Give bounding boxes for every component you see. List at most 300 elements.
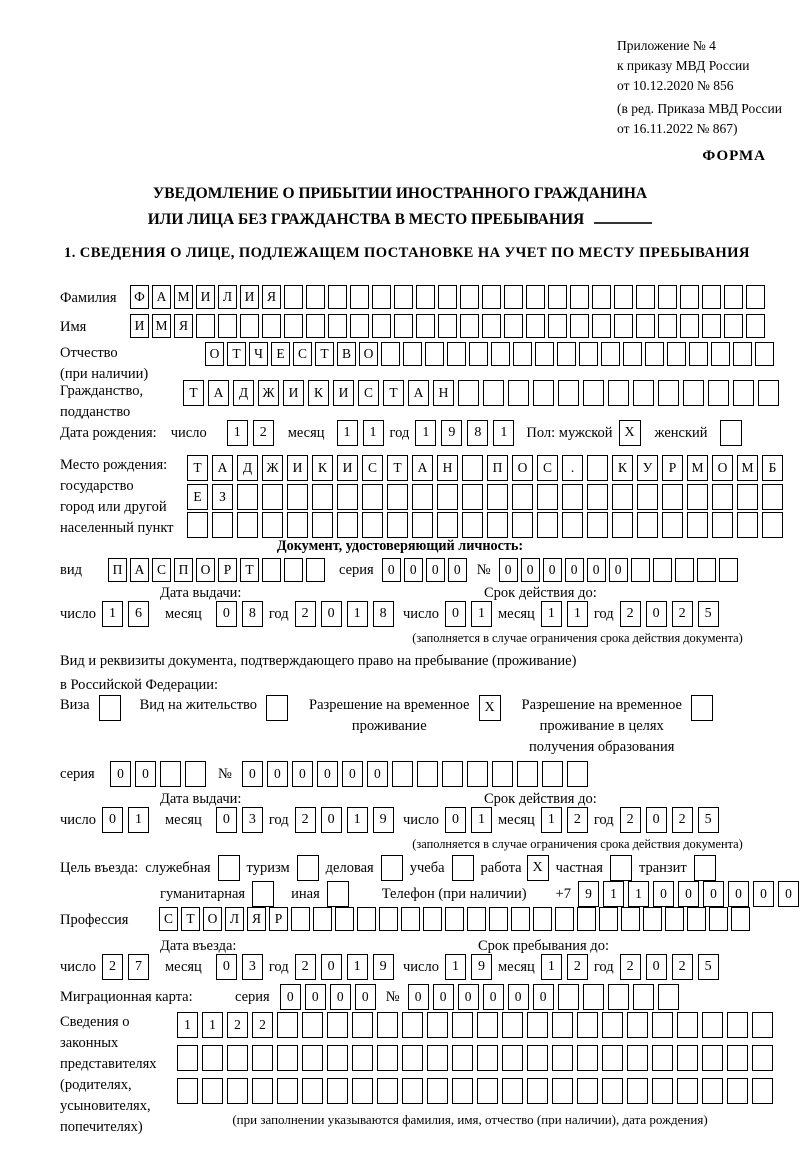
form-cell[interactable]: О (359, 342, 378, 366)
form-cell[interactable] (652, 1012, 673, 1038)
form-cell[interactable]: 2 (253, 420, 274, 446)
form-cell[interactable]: Р (662, 455, 683, 481)
form-cell[interactable]: 0 (321, 807, 342, 833)
form-cell[interactable] (306, 314, 325, 338)
form-cell[interactable]: 2 (295, 601, 316, 627)
form-cell[interactable] (387, 484, 408, 510)
form-cell[interactable] (702, 285, 721, 309)
form-cell[interactable] (711, 342, 730, 366)
form-cell[interactable]: 0 (483, 984, 504, 1010)
form-cell[interactable]: 0 (445, 807, 466, 833)
form-cell[interactable] (417, 761, 438, 787)
form-cell[interactable] (720, 420, 742, 446)
form-cell[interactable] (160, 761, 181, 787)
form-cell[interactable]: 1 (347, 807, 368, 833)
form-cell[interactable] (487, 484, 508, 510)
form-cell[interactable]: Т (187, 455, 208, 481)
form-cell[interactable] (677, 1078, 698, 1104)
form-cell[interactable] (262, 512, 283, 538)
form-cell[interactable] (633, 984, 654, 1010)
form-cell[interactable] (287, 512, 308, 538)
form-cell[interactable] (452, 855, 474, 881)
form-cell[interactable] (327, 1045, 348, 1071)
form-cell[interactable] (502, 1012, 523, 1038)
form-cell[interactable]: П (174, 558, 193, 582)
form-cell[interactable] (482, 285, 501, 309)
form-cell[interactable] (708, 380, 729, 406)
birth-month-cells[interactable] (337, 420, 384, 446)
form-cell[interactable] (437, 512, 458, 538)
form-cell[interactable] (667, 342, 686, 366)
form-cell[interactable] (350, 285, 369, 309)
form-cell[interactable] (447, 342, 466, 366)
form-cell[interactable]: 1 (415, 420, 436, 446)
form-cell[interactable] (645, 342, 664, 366)
form-cell[interactable] (577, 1012, 598, 1038)
form-cell[interactable]: 1 (102, 601, 123, 627)
form-cell[interactable]: 0 (508, 984, 529, 1010)
form-cell[interactable] (502, 1045, 523, 1071)
form-cell[interactable] (602, 1078, 623, 1104)
representatives-row2-cells[interactable] (177, 1045, 773, 1071)
form-cell[interactable]: 0 (242, 761, 263, 787)
form-cell[interactable]: С (159, 907, 178, 931)
form-cell[interactable] (583, 984, 604, 1010)
form-cell[interactable] (570, 314, 589, 338)
stay-day[interactable] (445, 954, 492, 980)
form-cell[interactable]: 1 (541, 807, 562, 833)
form-cell[interactable] (469, 342, 488, 366)
form-cell[interactable] (658, 285, 677, 309)
birth-place-row1-cells[interactable] (187, 455, 783, 481)
form-cell[interactable]: 9 (373, 807, 394, 833)
form-cell[interactable] (610, 855, 632, 881)
form-cell[interactable] (577, 907, 596, 931)
form-cell[interactable] (350, 314, 369, 338)
form-cell[interactable] (99, 695, 121, 721)
doc-seriya-cells[interactable] (382, 558, 467, 582)
form-cell[interactable] (623, 342, 642, 366)
form-cell[interactable]: 0 (499, 558, 518, 582)
form-cell[interactable]: 2 (227, 1012, 248, 1038)
form-cell[interactable] (727, 1045, 748, 1071)
form-cell[interactable] (637, 512, 658, 538)
form-cell[interactable] (592, 314, 611, 338)
form-cell[interactable]: 0 (448, 558, 467, 582)
form-cell[interactable]: А (408, 380, 429, 406)
form-cell[interactable]: 9 (471, 954, 492, 980)
form-cell[interactable] (328, 285, 347, 309)
form-cell[interactable]: 0 (321, 954, 342, 980)
form-cell[interactable] (252, 881, 274, 907)
form-cell[interactable] (733, 380, 754, 406)
form-cell[interactable] (533, 907, 552, 931)
form-cell[interactable] (608, 984, 629, 1010)
entry-year[interactable] (295, 954, 394, 980)
form-cell[interactable] (665, 907, 684, 931)
identity-valid-day[interactable] (445, 601, 492, 627)
form-cell[interactable]: 0 (609, 558, 628, 582)
form-cell[interactable]: О (205, 342, 224, 366)
form-cell[interactable] (643, 907, 662, 931)
form-cell[interactable] (587, 512, 608, 538)
form-cell[interactable] (737, 512, 758, 538)
purpose-other-checkbox[interactable] (327, 881, 349, 907)
form-cell[interactable]: 1 (347, 601, 368, 627)
form-cell[interactable] (537, 484, 558, 510)
form-cell[interactable] (592, 285, 611, 309)
form-cell[interactable]: 0 (292, 761, 313, 787)
form-cell[interactable]: 0 (753, 881, 774, 907)
form-cell[interactable] (614, 285, 633, 309)
phone-cells[interactable] (578, 881, 800, 907)
form-cell[interactable] (727, 1012, 748, 1038)
form-cell[interactable] (557, 342, 576, 366)
permit-valid-year[interactable] (620, 807, 719, 833)
form-cell[interactable] (337, 484, 358, 510)
form-cell[interactable] (237, 512, 258, 538)
form-cell[interactable]: 0 (321, 601, 342, 627)
form-cell[interactable]: В (337, 342, 356, 366)
permit-valid-day[interactable] (445, 807, 492, 833)
form-cell[interactable]: У (637, 455, 658, 481)
form-cell[interactable] (658, 984, 679, 1010)
form-cell[interactable]: 1 (541, 601, 562, 627)
form-cell[interactable] (601, 342, 620, 366)
form-cell[interactable]: И (337, 455, 358, 481)
form-cell[interactable]: 5 (698, 954, 719, 980)
form-cell[interactable] (312, 512, 333, 538)
form-cell[interactable]: 0 (382, 558, 401, 582)
form-cell[interactable] (438, 314, 457, 338)
form-cell[interactable]: 0 (646, 807, 667, 833)
form-cell[interactable] (702, 314, 721, 338)
form-cell[interactable] (558, 380, 579, 406)
form-cell[interactable] (683, 380, 704, 406)
form-cell[interactable] (328, 314, 347, 338)
form-cell[interactable]: 0 (433, 984, 454, 1010)
form-cell[interactable] (401, 907, 420, 931)
form-cell[interactable]: 1 (471, 807, 492, 833)
form-cell[interactable]: 1 (202, 1012, 223, 1038)
form-cell[interactable] (202, 1045, 223, 1071)
form-cell[interactable]: 2 (672, 601, 693, 627)
form-cell[interactable]: 0 (216, 807, 237, 833)
form-cell[interactable] (438, 285, 457, 309)
form-cell[interactable] (627, 1045, 648, 1071)
form-cell[interactable]: С (358, 380, 379, 406)
form-cell[interactable] (570, 285, 589, 309)
purpose-work-checkbox[interactable] (527, 855, 549, 881)
form-cell[interactable]: 0 (110, 761, 131, 787)
form-cell[interactable] (762, 512, 783, 538)
form-cell[interactable] (218, 314, 237, 338)
form-cell[interactable]: 1 (347, 954, 368, 980)
form-cell[interactable]: 0 (445, 601, 466, 627)
form-cell[interactable] (352, 1012, 373, 1038)
purpose-tourism-checkbox[interactable] (297, 855, 319, 881)
form-cell[interactable]: 0 (267, 761, 288, 787)
form-cell[interactable]: И (130, 314, 149, 338)
form-cell[interactable] (702, 1012, 723, 1038)
form-cell[interactable] (614, 314, 633, 338)
form-cell[interactable]: 2 (620, 954, 641, 980)
form-cell[interactable] (680, 314, 699, 338)
form-cell[interactable] (513, 342, 532, 366)
form-cell[interactable] (527, 1078, 548, 1104)
form-cell[interactable]: 0 (778, 881, 799, 907)
profession-cells[interactable] (159, 907, 750, 931)
form-cell[interactable] (562, 484, 583, 510)
form-cell[interactable]: А (212, 455, 233, 481)
form-cell[interactable] (492, 761, 513, 787)
form-cell[interactable] (680, 285, 699, 309)
form-cell[interactable] (636, 314, 655, 338)
form-cell[interactable] (452, 1045, 473, 1071)
form-cell[interactable] (502, 1078, 523, 1104)
purpose-transit-checkbox[interactable] (694, 855, 716, 881)
form-cell[interactable] (377, 1078, 398, 1104)
representatives-row1-cells[interactable] (177, 1012, 773, 1038)
form-cell[interactable] (297, 855, 319, 881)
form-cell[interactable] (755, 342, 774, 366)
temp-permit-edu-checkbox[interactable] (691, 695, 713, 721)
form-cell[interactable]: 0 (728, 881, 749, 907)
form-cell[interactable] (352, 1078, 373, 1104)
form-cell[interactable] (372, 314, 391, 338)
form-cell[interactable]: 0 (653, 881, 674, 907)
identity-issue-month[interactable] (216, 601, 263, 627)
purpose-study-checkbox[interactable] (452, 855, 474, 881)
form-cell[interactable]: Т (315, 342, 334, 366)
doc-kind-cells[interactable] (108, 558, 325, 582)
form-cell[interactable]: X (527, 855, 549, 881)
form-cell[interactable]: М (737, 455, 758, 481)
form-cell[interactable]: 0 (330, 984, 351, 1010)
form-cell[interactable] (202, 1078, 223, 1104)
form-cell[interactable]: 5 (698, 601, 719, 627)
permit-issue-day[interactable] (102, 807, 149, 833)
form-cell[interactable] (712, 484, 733, 510)
form-cell[interactable] (177, 1045, 198, 1071)
form-cell[interactable] (381, 855, 403, 881)
form-cell[interactable] (227, 1045, 248, 1071)
form-cell[interactable] (762, 484, 783, 510)
form-cell[interactable]: Ф (130, 285, 149, 309)
form-cell[interactable] (277, 1045, 298, 1071)
form-cell[interactable]: 0 (102, 807, 123, 833)
form-cell[interactable] (372, 285, 391, 309)
form-cell[interactable]: К (308, 380, 329, 406)
form-cell[interactable]: 1 (227, 420, 248, 446)
form-cell[interactable] (537, 512, 558, 538)
form-cell[interactable]: О (512, 455, 533, 481)
form-cell[interactable] (612, 484, 633, 510)
form-cell[interactable]: С (537, 455, 558, 481)
form-cell[interactable] (631, 558, 650, 582)
form-cell[interactable]: 0 (317, 761, 338, 787)
stay-year[interactable] (620, 954, 719, 980)
mc-seriya-cells[interactable] (280, 984, 376, 1010)
form-cell[interactable]: Р (218, 558, 237, 582)
form-cell[interactable] (262, 484, 283, 510)
form-cell[interactable] (327, 1078, 348, 1104)
identity-issue-year[interactable] (295, 601, 394, 627)
form-cell[interactable]: 0 (646, 601, 667, 627)
form-cell[interactable] (252, 1078, 273, 1104)
form-cell[interactable] (758, 380, 779, 406)
form-cell[interactable] (427, 1045, 448, 1071)
birth-year-cells[interactable] (415, 420, 514, 446)
form-cell[interactable] (636, 285, 655, 309)
form-cell[interactable] (558, 984, 579, 1010)
form-cell[interactable] (277, 1078, 298, 1104)
form-cell[interactable] (733, 342, 752, 366)
form-cell[interactable] (567, 761, 588, 787)
identity-valid-year[interactable] (620, 601, 719, 627)
form-cell[interactable] (477, 1012, 498, 1038)
form-cell[interactable] (687, 512, 708, 538)
form-cell[interactable]: 0 (678, 881, 699, 907)
form-cell[interactable] (462, 484, 483, 510)
form-cell[interactable]: И (287, 455, 308, 481)
form-cell[interactable] (327, 881, 349, 907)
form-cell[interactable]: Н (433, 380, 454, 406)
form-cell[interactable]: К (612, 455, 633, 481)
form-cell[interactable] (512, 512, 533, 538)
form-cell[interactable] (262, 314, 281, 338)
form-cell[interactable] (437, 484, 458, 510)
form-cell[interactable] (694, 855, 716, 881)
form-cell[interactable] (460, 314, 479, 338)
form-cell[interactable] (402, 1012, 423, 1038)
form-cell[interactable] (719, 558, 738, 582)
purpose-humanitarian-checkbox[interactable] (252, 881, 274, 907)
form-cell[interactable] (548, 285, 567, 309)
form-cell[interactable]: 1 (603, 881, 624, 907)
form-cell[interactable] (552, 1078, 573, 1104)
form-cell[interactable] (552, 1012, 573, 1038)
form-cell[interactable]: 1 (445, 954, 466, 980)
form-cell[interactable] (504, 314, 523, 338)
mc-number-cells[interactable] (408, 984, 679, 1010)
form-cell[interactable] (477, 1078, 498, 1104)
form-cell[interactable] (555, 907, 574, 931)
birth-day-cells[interactable] (227, 420, 274, 446)
form-cell[interactable] (587, 455, 608, 481)
form-cell[interactable] (752, 1045, 773, 1071)
form-cell[interactable] (262, 558, 281, 582)
form-cell[interactable] (548, 314, 567, 338)
form-cell[interactable]: Л (225, 907, 244, 931)
form-cell[interactable] (284, 558, 303, 582)
form-cell[interactable]: 0 (280, 984, 301, 1010)
form-cell[interactable] (587, 484, 608, 510)
form-cell[interactable] (362, 484, 383, 510)
form-cell[interactable] (237, 484, 258, 510)
form-cell[interactable]: К (312, 455, 333, 481)
residence-permit-checkbox[interactable] (266, 695, 288, 721)
form-cell[interactable]: С (362, 455, 383, 481)
form-cell[interactable]: 1 (628, 881, 649, 907)
form-cell[interactable] (277, 1012, 298, 1038)
form-cell[interactable] (712, 512, 733, 538)
form-cell[interactable] (677, 1045, 698, 1071)
form-cell[interactable] (252, 1045, 273, 1071)
form-cell[interactable] (302, 1012, 323, 1038)
form-cell[interactable]: Т (227, 342, 246, 366)
form-cell[interactable] (284, 314, 303, 338)
form-cell[interactable]: 3 (242, 954, 263, 980)
form-cell[interactable] (427, 1012, 448, 1038)
representatives-row3-cells[interactable] (177, 1078, 773, 1104)
form-cell[interactable] (577, 1045, 598, 1071)
form-cell[interactable] (517, 761, 538, 787)
form-cell[interactable] (467, 907, 486, 931)
form-cell[interactable] (402, 1045, 423, 1071)
form-cell[interactable]: 0 (703, 881, 724, 907)
form-cell[interactable]: 1 (337, 420, 358, 446)
form-cell[interactable]: Ж (258, 380, 279, 406)
form-cell[interactable] (442, 761, 463, 787)
form-cell[interactable]: 0 (565, 558, 584, 582)
form-cell[interactable]: Т (240, 558, 259, 582)
form-cell[interactable]: 0 (408, 984, 429, 1010)
form-cell[interactable] (731, 907, 750, 931)
permit-valid-month[interactable] (541, 807, 588, 833)
form-cell[interactable] (658, 380, 679, 406)
form-cell[interactable]: 0 (533, 984, 554, 1010)
form-cell[interactable] (177, 1078, 198, 1104)
form-cell[interactable] (633, 380, 654, 406)
form-cell[interactable]: А (412, 455, 433, 481)
form-cell[interactable]: 9 (373, 954, 394, 980)
form-cell[interactable] (452, 1078, 473, 1104)
form-cell[interactable] (533, 380, 554, 406)
form-cell[interactable]: Я (247, 907, 266, 931)
temp-permit-checkbox[interactable] (479, 695, 501, 721)
form-cell[interactable]: Т (383, 380, 404, 406)
form-cell[interactable] (526, 314, 545, 338)
form-cell[interactable] (403, 342, 422, 366)
form-cell[interactable]: 2 (295, 807, 316, 833)
form-cell[interactable] (637, 484, 658, 510)
form-cell[interactable] (709, 907, 728, 931)
form-cell[interactable] (337, 512, 358, 538)
form-cell[interactable]: Д (233, 380, 254, 406)
form-cell[interactable]: 2 (672, 954, 693, 980)
form-cell[interactable] (687, 907, 706, 931)
form-cell[interactable]: 5 (698, 807, 719, 833)
form-cell[interactable]: 0 (216, 954, 237, 980)
form-cell[interactable] (552, 1045, 573, 1071)
form-cell[interactable]: 2 (567, 954, 588, 980)
form-cell[interactable] (458, 380, 479, 406)
form-cell[interactable] (402, 1078, 423, 1104)
form-cell[interactable] (306, 285, 325, 309)
form-cell[interactable] (627, 1078, 648, 1104)
form-cell[interactable] (284, 285, 303, 309)
form-cell[interactable] (689, 342, 708, 366)
form-cell[interactable] (412, 512, 433, 538)
form-cell[interactable]: П (108, 558, 127, 582)
form-cell[interactable] (467, 761, 488, 787)
form-cell[interactable] (752, 1078, 773, 1104)
form-cell[interactable]: 0 (543, 558, 562, 582)
form-cell[interactable]: Т (387, 455, 408, 481)
form-cell[interactable]: А (208, 380, 229, 406)
doc-number-cells[interactable] (499, 558, 738, 582)
